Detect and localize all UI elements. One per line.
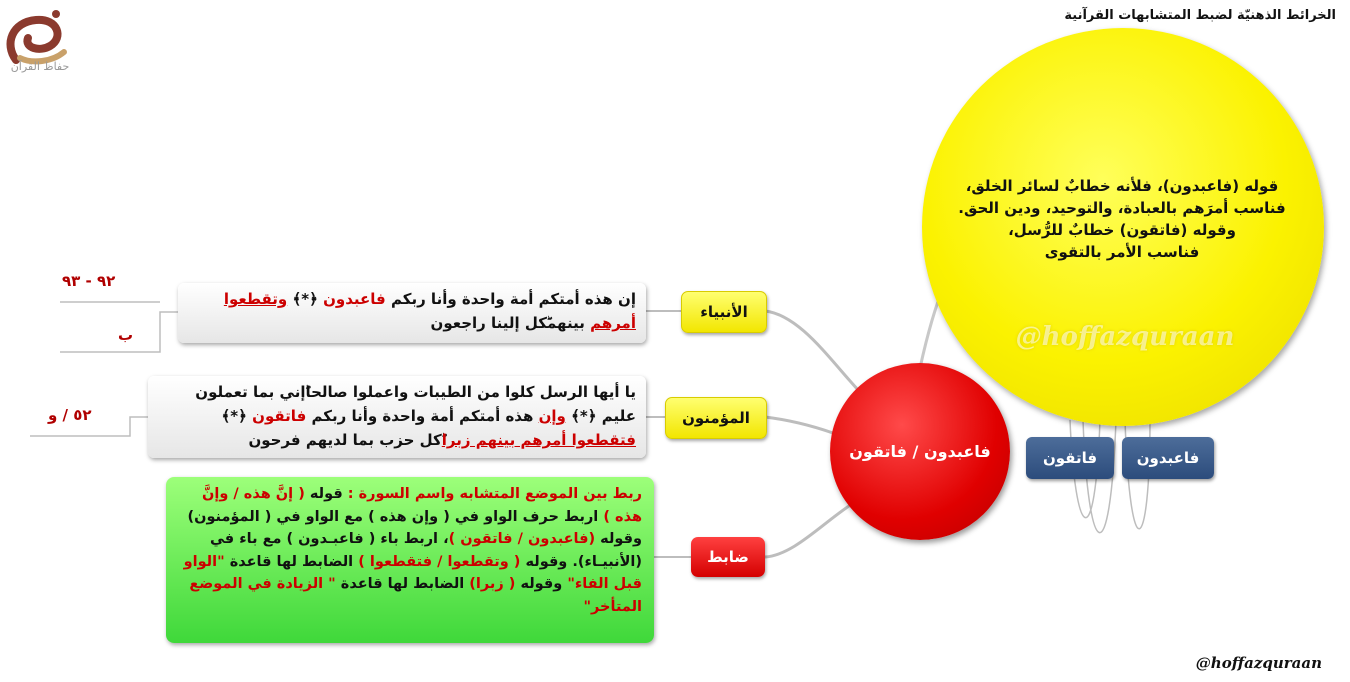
explanation-line: قوله (فاعبدون)، فلأنه خطابٌ لسائر الخلق، (965, 177, 1279, 195)
anbiya-verse-numbers: ٩٢ - ٩٣ (62, 272, 116, 290)
anbiya-label[interactable]: الأنبياء (681, 291, 767, 333)
page-title: الخرائط الذهنيّة لضبط المتشابهات القرآنية (1064, 8, 1336, 23)
muminun-verse-ref: ٥٢ / و (48, 406, 92, 424)
explanation-text (956, 175, 1288, 263)
faqun-word-node[interactable]: فاتقون (1026, 437, 1114, 479)
fabudun-word-node[interactable]: فاعبدون (1122, 437, 1214, 479)
dabit-label[interactable]: ضابط (691, 537, 765, 577)
rule-box: ربط بين الموضع المتشابه واسم السورة : قوله ( إنَّ هذه / وإنَّ هذه ) اربط حرف الواو في ( وإن هذه ) مع الواو في ( المؤمنون) وقوله (فاعبدون / فاتقون )، اربط باء ( فاعبـدون ) مع باء في (الأنبيـاء). وقوله ( وتقطعوا / فتقطعوا ) الضابط لها قاعدة "الواو قبل الفاء" وقوله ( زبرا) الضابط لها قاعدة " الزيادة في الموضع المتأخر" (166, 477, 654, 643)
logo-text: حفاظ القرآن (10, 60, 70, 73)
explanation-line: فناسب الأمر بالتقوى (1044, 243, 1200, 261)
watermark-center: @hoffazquraan (1015, 322, 1235, 352)
muminun-verse-box: يا أيها الرسل كلوا من الطيبات واعملوا صالحاإني بما تعملون عليم ﴿*﴾ وإن هذه أمتكم أمة واحدة وأنا ربكم فاتقون ﴿*﴾ فتقطعوا أمرهم بينهم زبراكل حزب بما لديهم فرحون (148, 376, 646, 458)
explanation-line: وقوله (فاتقون) خطابٌ للرُّسل، (1008, 221, 1236, 239)
anbiya-verse-box: إن هذه أمتكم أمة واحدة وأنا ربكم فاعبدون ﴿*﴾ وتقطعوا أمرهم بينهمكل إلينا راجعون (178, 283, 646, 343)
anbiya-ref-letter: ب (118, 326, 134, 344)
explanation-line: فناسب أمرَهم بالعبادة، والتوحيد، ودين الحق. (958, 199, 1286, 217)
muminun-label[interactable]: المؤمنون (665, 397, 767, 439)
watermark-bottom: @hoffazquraan (1195, 654, 1322, 672)
central-topic-node[interactable]: فاعبدون / فاتقون (830, 363, 1010, 540)
